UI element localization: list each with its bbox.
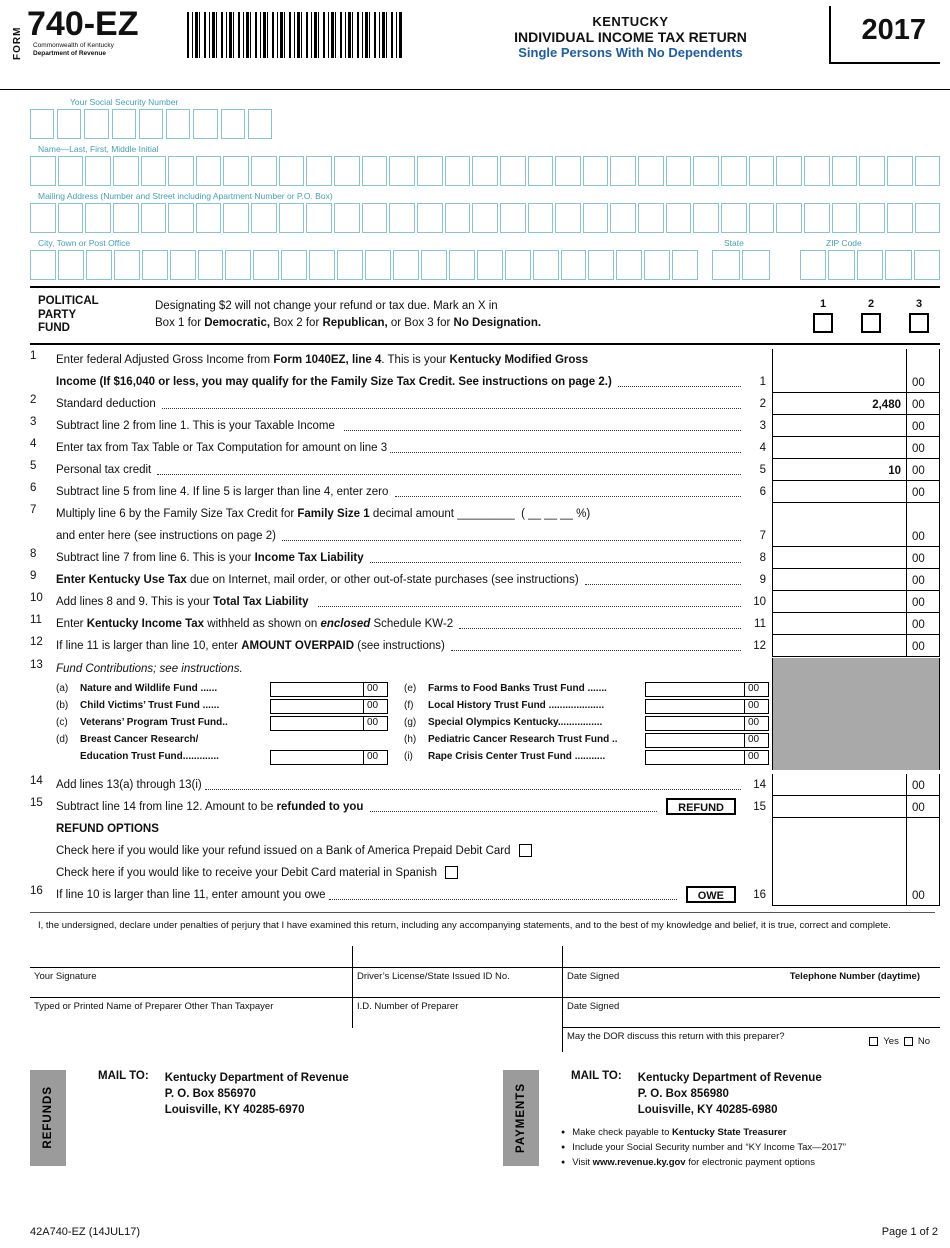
line-6-cents: 00 — [906, 481, 940, 503]
payments-mail-block — [503, 1070, 940, 1170]
name-char-box[interactable] — [887, 156, 913, 186]
fund-row: (b) Child Victims’ Trust Fund ...... 00 — [56, 698, 388, 715]
fund-box-b[interactable]: 00 — [270, 699, 388, 714]
dot-leader — [318, 591, 741, 607]
ssn-char-box[interactable] — [221, 109, 245, 139]
dot-leader — [282, 525, 741, 541]
city-char-box[interactable] — [198, 250, 224, 280]
preparer-name-label: Typed or Printed Name of Preparer Other Than Taxpayer — [34, 1000, 274, 1012]
address-char-box[interactable] — [417, 203, 443, 233]
line-16-amount-field[interactable] — [772, 884, 906, 906]
city-char-box[interactable] — [561, 250, 587, 280]
republican-checkbox[interactable] — [861, 313, 881, 333]
city-char-box[interactable] — [533, 250, 559, 280]
payment-instruction: ● Visit www.revenue.ky.gov for electronic payment options — [561, 1155, 846, 1170]
line-15-amount-field[interactable] — [772, 796, 906, 818]
line-1-amount-field[interactable] — [772, 349, 906, 393]
name-char-box[interactable] — [638, 156, 664, 186]
state-char-box[interactable] — [742, 250, 770, 280]
zip-char-box[interactable] — [914, 250, 940, 280]
fund-box-e[interactable]: 00 — [645, 682, 769, 697]
form-revision-code: 42A740-EZ (14JUL17) — [30, 1226, 141, 1238]
yes-label: Yes — [883, 1035, 899, 1047]
fund-row: (i) Rape Crisis Center Trust Fund ........... 00 — [404, 749, 769, 766]
tax-lines — [30, 349, 940, 906]
line-14-amount-field[interactable] — [772, 774, 906, 796]
address-char-box[interactable] — [141, 203, 167, 233]
ssn-char-box[interactable] — [84, 109, 108, 139]
address-char-box[interactable] — [749, 203, 775, 233]
form-number: 740-EZ — [27, 5, 139, 43]
shaded-no-entry-area — [772, 658, 940, 770]
dot-leader — [585, 569, 741, 585]
political-party-fund-section — [0, 288, 950, 343]
date-telephone-area[interactable] — [562, 946, 940, 968]
address-char-box[interactable] — [168, 203, 194, 233]
address-char-box[interactable] — [334, 203, 360, 233]
name-char-box[interactable] — [334, 156, 360, 186]
name-char-box[interactable] — [528, 156, 554, 186]
name-char-box[interactable] — [30, 156, 56, 186]
city-char-box[interactable] — [253, 250, 279, 280]
dor-no-checkbox[interactable] — [904, 1037, 913, 1046]
dot-leader — [459, 613, 741, 629]
political-party-boxes — [812, 298, 930, 333]
name-char-box[interactable] — [141, 156, 167, 186]
state-char-box[interactable] — [712, 250, 740, 280]
name-char-box[interactable] — [362, 156, 388, 186]
address-char-box[interactable] — [666, 203, 692, 233]
form-line-15: 15 Subtract line 14 from line 12. Amount to be refunded to you REFUND 15 00 — [30, 796, 940, 818]
city-char-box[interactable] — [644, 250, 670, 280]
line-4-amount-field[interactable] — [772, 437, 906, 459]
line-10-cents: 00 — [906, 591, 940, 613]
name-char-box[interactable] — [583, 156, 609, 186]
name-char-box[interactable] — [251, 156, 277, 186]
city-char-box[interactable] — [114, 250, 140, 280]
dot-leader — [390, 437, 741, 453]
line-6-amount-field[interactable] — [772, 481, 906, 503]
department-line: Department of Revenue — [33, 50, 106, 57]
taxpayer-signature-area[interactable] — [30, 946, 352, 968]
box-1-number: 1 — [819, 297, 827, 310]
name-char-box[interactable] — [693, 156, 719, 186]
preparer-id-label: I.D. Number of Preparer — [352, 998, 562, 1028]
form-line-5: 5 Personal tax credit 5 10 00 — [30, 459, 940, 481]
payment-instruction: ● Make check payable to Kentucky State Treasurer — [561, 1125, 846, 1140]
name-char-box[interactable] — [555, 156, 581, 186]
form-vertical-label: FORM — [12, 26, 23, 60]
city-char-box[interactable] — [672, 250, 698, 280]
refunds-mail-block — [30, 1070, 467, 1170]
zip-char-box[interactable] — [885, 250, 911, 280]
dot-leader — [157, 459, 741, 475]
city-char-box[interactable] — [365, 250, 391, 280]
no-label: No — [917, 1035, 930, 1047]
address-char-box[interactable] — [362, 203, 388, 233]
name-char-box[interactable] — [417, 156, 443, 186]
ssn-char-box[interactable] — [112, 109, 136, 139]
name-char-box[interactable] — [113, 156, 139, 186]
name-char-box[interactable] — [279, 156, 305, 186]
name-char-box[interactable] — [58, 156, 84, 186]
dot-leader — [451, 635, 741, 651]
address-char-box[interactable] — [389, 203, 415, 233]
payments-address: Kentucky Department of Revenue P. O. Box 856980 Louisville, KY 40285-6980 — [637, 1071, 822, 1116]
form-line-13: 13 Fund Contributions; see instructions. (a) Nature and Wildlife Fund ...... 00 (b) Child Victims’ Trust Fund ...... 00 (c) Veterans’ Program Trust Fund.. 00 (d) Breast Cancer Research/ Education Trust Fund............. 00 (e) Farms to Food Banks Trust Fund ....... 00 (f) Local History Trust Fund .................... 00 (g) Special Olympics Kentucky................ 00 (h) Pediatric Cancer Research Trust Fund .. 00 (i) Rape Crisis Center Trust Fund ........... 00 — [30, 657, 940, 774]
city-char-box[interactable] — [588, 250, 614, 280]
name-char-box[interactable] — [306, 156, 332, 186]
city-char-box[interactable] — [477, 250, 503, 280]
line-12-cents: 00 — [906, 635, 940, 657]
dot-leader — [370, 547, 741, 563]
line-11-cents: 00 — [906, 613, 940, 635]
city-char-box[interactable] — [58, 250, 84, 280]
name-char-box[interactable] — [832, 156, 858, 186]
drivers-id-area[interactable] — [352, 946, 562, 968]
address-char-box[interactable] — [113, 203, 139, 233]
line-3-amount-field[interactable] — [772, 415, 906, 437]
refund-options: REFUND OPTIONS Check here if you would like your refund issued on a Bank of America Prepaid Debit Card Check here if you would like to receive your Debit Card material in Spanish — [30, 818, 940, 884]
form-line-12: 12 If line 11 is larger than line 10, enter AMOUNT OVERPAID (see instructions) 12 00 — [30, 635, 940, 657]
address-char-box[interactable] — [776, 203, 802, 233]
address-char-box[interactable] — [223, 203, 249, 233]
ssn-char-box[interactable] — [139, 109, 163, 139]
zip-boxes[interactable] — [800, 250, 940, 280]
date-signed-2-label: Date Signed — [562, 998, 940, 1028]
line-11-amount-field[interactable] — [772, 613, 906, 635]
payments-tab: PAYMENTS — [503, 1070, 539, 1166]
checkbox[interactable] — [519, 844, 532, 857]
city-char-box[interactable] — [86, 250, 112, 280]
name-char-box[interactable] — [85, 156, 111, 186]
form-line-14: 14 Add lines 13(a) through 13(i) 14 00 — [30, 774, 940, 796]
address-char-box[interactable] — [528, 203, 554, 233]
address-char-box[interactable] — [693, 203, 719, 233]
state-label: State — [724, 238, 744, 248]
dor-question: May the DOR discuss this return with this preparer? — [567, 1030, 785, 1042]
form-line-9: 9 Enter Kentucky Use Tax due on Internet, mail order, or other out-of-state purchases (see instructions) 9 00 — [30, 569, 940, 591]
address-char-box[interactable] — [915, 203, 941, 233]
mailing-section — [30, 1070, 940, 1170]
name-char-box[interactable] — [445, 156, 471, 186]
name-char-box[interactable] — [610, 156, 636, 186]
city-char-box[interactable] — [616, 250, 642, 280]
refund-label: REFUND — [666, 798, 736, 815]
fund-row: (d) Breast Cancer Research/ — [56, 734, 199, 745]
address-char-box[interactable] — [251, 203, 277, 233]
form-line-7: 7 Multiply line 6 by the Family Size Tax Credit for Family Size 1 decimal amount _________ ( __ __ __ %) and enter here (see instructions on page 2) 7 00 — [30, 503, 940, 547]
fund-row: (c) Veterans’ Program Trust Fund.. 00 — [56, 715, 388, 732]
address-char-box[interactable] — [85, 203, 111, 233]
address-char-box[interactable] — [804, 203, 830, 233]
fund-box-i[interactable]: 00 — [645, 750, 769, 765]
checkbox[interactable] — [445, 866, 458, 879]
commonwealth-line: Commonwealth of Kentucky — [33, 42, 114, 49]
line-12-amount-field[interactable] — [772, 635, 906, 657]
fund-box-a[interactable]: 00 — [270, 682, 388, 697]
name-char-box[interactable] — [859, 156, 885, 186]
address-char-box[interactable] — [30, 203, 56, 233]
form-title-block — [432, 14, 830, 89]
form-line-2: 2 Standard deduction 2 2,480 00 — [30, 393, 940, 415]
return-subtitle: Single Persons With No Dependents — [518, 45, 743, 60]
line-9-cents: 00 — [906, 569, 940, 591]
city-boxes[interactable] — [30, 250, 698, 280]
state-boxes[interactable] — [712, 250, 770, 280]
line-2-cents: 00 — [906, 393, 940, 415]
city-char-box[interactable] — [30, 250, 56, 280]
address-char-box[interactable] — [196, 203, 222, 233]
city-char-box[interactable] — [142, 250, 168, 280]
name-char-box[interactable] — [915, 156, 941, 186]
address-char-box[interactable] — [610, 203, 636, 233]
form-line-1: 1 Enter federal Adjusted Gross Income from Form 1040EZ, line 4 . This is your Kentucky Modified Gross Income (If $16,040 or less, you may qualify for the Family Size Tax Credit. See instructions on page 2.) 1 00 — [30, 349, 940, 393]
form-line-11: 11 Enter Kentucky Income Tax withheld as shown on enclosed Schedule KW-2 11 00 — [30, 613, 940, 635]
ssn-char-box[interactable] — [193, 109, 217, 139]
ssn-label: Your Social Security Number — [70, 97, 179, 107]
name-char-box[interactable] — [721, 156, 747, 186]
refunds-address: Kentucky Department of Revenue P. O. Box 856970 Louisville, KY 40285-6970 — [164, 1071, 349, 1116]
line-2-amount-field[interactable]: 2,480 — [772, 393, 906, 415]
address-char-box[interactable] — [472, 203, 498, 233]
name-char-box[interactable] — [196, 156, 222, 186]
refunds-tab: REFUNDS — [30, 1070, 66, 1166]
address-label: Mailing Address (Number and Street including Apartment Number or P.O. Box) — [38, 191, 333, 201]
zip-char-box[interactable] — [857, 250, 883, 280]
signature-section — [30, 946, 940, 1052]
name-char-box[interactable] — [749, 156, 775, 186]
name-boxes[interactable] — [30, 156, 940, 186]
payment-instructions — [561, 1125, 846, 1170]
form-line-8: 8 Subtract line 7 from line 6. This is your Income Tax Liability 8 00 — [30, 547, 940, 569]
address-char-box[interactable] — [638, 203, 664, 233]
name-char-box[interactable] — [168, 156, 194, 186]
dot-leader — [329, 884, 677, 900]
return-title: INDIVIDUAL INCOME TAX RETURN — [514, 29, 747, 45]
fund-row: (g) Special Olympics Kentucky................ 00 — [404, 715, 769, 732]
owe-label: OWE — [686, 886, 736, 903]
form-line-3: 3 Subtract line 2 from line 1. This is your Taxable Income 3 00 — [30, 415, 940, 437]
city-char-box[interactable] — [170, 250, 196, 280]
telephone-label: Telephone Number (daytime) — [789, 970, 920, 982]
democratic-checkbox[interactable] — [813, 313, 833, 333]
line-14-cents: 00 — [906, 774, 940, 796]
line-7-amount-field[interactable] — [772, 503, 906, 547]
address-char-box[interactable] — [279, 203, 305, 233]
page-indicator: Page 1 of 2 — [881, 1226, 938, 1238]
fund-row: Education Trust Fund............. 00 — [56, 749, 388, 766]
zip-char-box[interactable] — [800, 250, 826, 280]
fund-row: (f) Local History Trust Fund .................... 00 — [404, 698, 769, 715]
line-16-cents: 00 — [906, 884, 940, 906]
name-char-box[interactable] — [666, 156, 692, 186]
name-label: Name—Last, First, Middle Initial — [38, 144, 159, 154]
political-party-fund-heading: POLITICAL PARTY FUND — [38, 295, 99, 334]
fund-box-d[interactable]: 00 — [270, 750, 388, 765]
mail-to-label: MAIL TO: — [98, 1069, 149, 1082]
address-char-box[interactable] — [832, 203, 858, 233]
form-header — [0, 0, 950, 90]
box-2-number: 2 — [867, 297, 875, 310]
line-9-amount-field[interactable] — [772, 569, 906, 591]
ssn-char-box[interactable] — [248, 109, 272, 139]
dot-leader — [344, 415, 741, 431]
dot-leader — [618, 371, 741, 387]
date-signed-label: Date Signed — [567, 970, 620, 982]
city-char-box[interactable] — [337, 250, 363, 280]
box-3-number: 3 — [915, 297, 923, 310]
tax-year: 2017 — [829, 6, 940, 64]
city-char-box[interactable] — [225, 250, 251, 280]
city-char-box[interactable] — [449, 250, 475, 280]
ssn-char-box[interactable] — [166, 109, 190, 139]
identity-section — [0, 90, 950, 286]
fund-row: (e) Farms to Food Banks Trust Fund ....... 00 — [404, 681, 769, 698]
line-8-cents: 00 — [906, 547, 940, 569]
zip-label: ZIP Code — [826, 238, 862, 248]
name-char-box[interactable] — [472, 156, 498, 186]
line-4-cents: 00 — [906, 437, 940, 459]
fund-box-f[interactable]: 00 — [645, 699, 769, 714]
line-15-cents: 00 — [906, 796, 940, 818]
fund-contributions-table — [56, 680, 769, 770]
ssn-char-box[interactable] — [30, 109, 54, 139]
form-line-6: 6 Subtract line 5 from line 4. If line 5 is larger than line 4, enter zero 6 00 — [30, 481, 940, 503]
barcode — [187, 12, 402, 58]
page-footer — [30, 1226, 938, 1238]
city-label: City, Town or Post Office — [38, 238, 131, 248]
form-line-4: 4 Enter tax from Tax Table or Tax Computation for amount on line 3 4 00 — [30, 437, 940, 459]
dot-leader — [395, 481, 741, 497]
form-line-16: 16 If line 10 is larger than line 11, enter amount you owe OWE 16 00 — [30, 884, 940, 906]
line-5-cents: 00 — [906, 459, 940, 481]
address-char-box[interactable] — [306, 203, 332, 233]
address-char-box[interactable] — [555, 203, 581, 233]
line-10-amount-field[interactable] — [772, 591, 906, 613]
dot-leader — [162, 393, 741, 409]
fund-box-h[interactable]: 00 — [645, 733, 769, 748]
address-char-box[interactable] — [445, 203, 471, 233]
address-char-box[interactable] — [583, 203, 609, 233]
form-line-10: 10 Add lines 8 and 9. This is your Total Tax Liability 10 00 — [30, 591, 940, 613]
drivers-id-label: Driver’s License/State Issued ID No. — [352, 968, 562, 998]
ssn-boxes[interactable] — [30, 109, 272, 139]
name-char-box[interactable] — [776, 156, 802, 186]
dor-yes-checkbox[interactable] — [869, 1037, 878, 1046]
line-1-cents: 00 — [906, 349, 940, 393]
mail-to-label: MAIL TO: — [571, 1069, 622, 1082]
address-char-box[interactable] — [58, 203, 84, 233]
zip-char-box[interactable] — [828, 250, 854, 280]
name-char-box[interactable] — [500, 156, 526, 186]
city-char-box[interactable] — [281, 250, 307, 280]
political-party-fund-text: Designating $2 will not change your refund or tax due. Mark an X in Box 1 for Democratic, Box 2 for Republican, or Box 3 for No Designation. — [155, 300, 542, 330]
address-char-box[interactable] — [859, 203, 885, 233]
city-char-box[interactable] — [421, 250, 447, 280]
address-char-box[interactable] — [887, 203, 913, 233]
name-char-box[interactable] — [223, 156, 249, 186]
address-boxes[interactable] — [30, 203, 940, 233]
agency-lines — [33, 42, 139, 58]
no-designation-checkbox[interactable] — [909, 313, 929, 333]
fund-box-c[interactable]: 00 — [270, 716, 388, 731]
divider — [30, 343, 940, 345]
name-char-box[interactable] — [389, 156, 415, 186]
dot-leader — [370, 796, 658, 812]
dot-leader — [205, 774, 741, 790]
state-title: KENTUCKY — [592, 14, 669, 29]
fund-row: (a) Nature and Wildlife Fund ...... 00 — [56, 681, 388, 698]
address-char-box[interactable] — [721, 203, 747, 233]
line-5-amount-field[interactable]: 10 — [772, 459, 906, 481]
payment-instruction: ● Include your Social Security number and “KY Income Tax—2017” — [561, 1140, 846, 1155]
city-char-box[interactable] — [309, 250, 335, 280]
city-char-box[interactable] — [505, 250, 531, 280]
line-7-cents: 00 — [906, 503, 940, 547]
line-8-amount-field[interactable] — [772, 547, 906, 569]
fund-row: (h) Pediatric Cancer Research Trust Fund .. 00 — [404, 732, 769, 749]
city-char-box[interactable] — [393, 250, 419, 280]
your-signature-label: Your Signature — [30, 968, 352, 998]
line-3-cents: 00 — [906, 415, 940, 437]
ssn-char-box[interactable] — [57, 109, 81, 139]
name-char-box[interactable] — [804, 156, 830, 186]
address-char-box[interactable] — [500, 203, 526, 233]
perjury-declaration: I, the undersigned, declare under penalties of perjury that I have examined this return, including any accompanying statements, and to the best of my knowledge and belief, it is true, correct and complete. — [30, 912, 935, 932]
fund-box-g[interactable]: 00 — [645, 716, 769, 731]
